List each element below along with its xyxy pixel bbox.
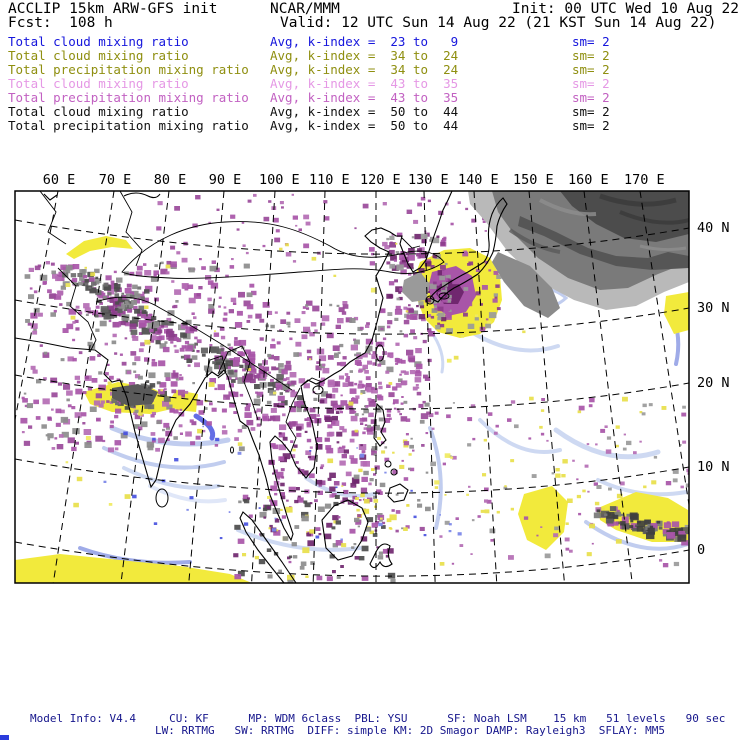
- kindex-value-6: Avg, k-index = 50 to 44: [270, 118, 459, 133]
- lat-tick-label-1: 30 N: [697, 300, 730, 316]
- lon-tick-label-5: 110 E: [309, 172, 350, 188]
- quantity-label-0: Total cloud mixing ratio: [8, 34, 189, 49]
- quantity-label-2: Total precipitation mixing ratio: [8, 62, 249, 77]
- kindex-value-1: Avg, k-index = 34 to 24: [270, 48, 459, 63]
- smoothing-value-3: sm= 2: [572, 76, 610, 91]
- lat-tick-label-4: 0: [697, 542, 706, 558]
- init-time: Init: 00 UTC Wed 10 Aug 22: [512, 1, 739, 17]
- lon-tick-label-4: 100 E: [259, 172, 300, 188]
- kindex-value-2: Avg, k-index = 34 to 24: [270, 62, 459, 77]
- smoothing-value-2: sm= 2: [572, 62, 610, 77]
- corner-artifact: [0, 735, 9, 740]
- smoothing-value-5: sm= 2: [572, 104, 610, 119]
- model-config-line2: LW: RRTMG SW: RRTMG DIFF: simple KM: 2D Smagor DAMP: Rayleigh3 SFLAY: MM5: [155, 724, 665, 737]
- lat-tick-label-3: 10 N: [697, 459, 730, 475]
- forecast-hour: Fcst: 108 h: [8, 15, 113, 31]
- smoothing-value-0: sm= 2: [572, 34, 610, 49]
- lon-tick-label-7: 130 E: [408, 172, 449, 188]
- lon-tick-label-8: 140 E: [458, 172, 499, 188]
- lon-tick-label-0: 60 E: [42, 172, 76, 188]
- lat-tick-label-2: 20 N: [697, 375, 730, 391]
- quantity-label-3: Total cloud mixing ratio: [8, 76, 189, 91]
- lon-tick-label-2: 80 E: [153, 172, 187, 188]
- lon-tick-label-3: 90 E: [208, 172, 242, 188]
- model-title: ACCLIP 15km ARW-GFS init: [8, 1, 218, 17]
- kindex-value-5: Avg, k-index = 50 to 44: [270, 104, 459, 119]
- kindex-value-0: Avg, k-index = 23 to 9: [270, 34, 459, 49]
- lat-tick-label-0: 40 N: [697, 220, 730, 236]
- kindex-value-4: Avg, k-index = 43 to 35: [270, 90, 459, 105]
- valid-time: Valid: 12 UTC Sun 14 Aug 22 (21 KST Sun 14 Aug 22): [280, 15, 717, 31]
- quantity-label-1: Total cloud mixing ratio: [8, 48, 189, 63]
- lon-tick-label-9: 150 E: [513, 172, 554, 188]
- model-config-line1: Model Info: V4.4 CU: KF MP: WDM 6class PBL: YSU SF: Noah LSM 15 km 51 levels 90 sec: [30, 712, 726, 725]
- smoothing-value-6: sm= 2: [572, 118, 610, 133]
- smoothing-value-4: sm= 2: [572, 90, 610, 105]
- kindex-value-3: Avg, k-index = 43 to 35: [270, 76, 459, 91]
- org-label: NCAR/MMM: [270, 1, 340, 17]
- quantity-label-4: Total precipitation mixing ratio: [8, 90, 249, 105]
- smoothing-value-1: sm= 2: [572, 48, 610, 63]
- lon-tick-label-11: 170 E: [624, 172, 665, 188]
- lon-tick-label-6: 120 E: [360, 172, 401, 188]
- quantity-label-5: Total cloud mixing ratio: [8, 104, 189, 119]
- lon-tick-label-1: 70 E: [98, 172, 132, 188]
- quantity-label-6: Total precipitation mixing ratio: [8, 118, 249, 133]
- lon-tick-label-10: 160 E: [568, 172, 609, 188]
